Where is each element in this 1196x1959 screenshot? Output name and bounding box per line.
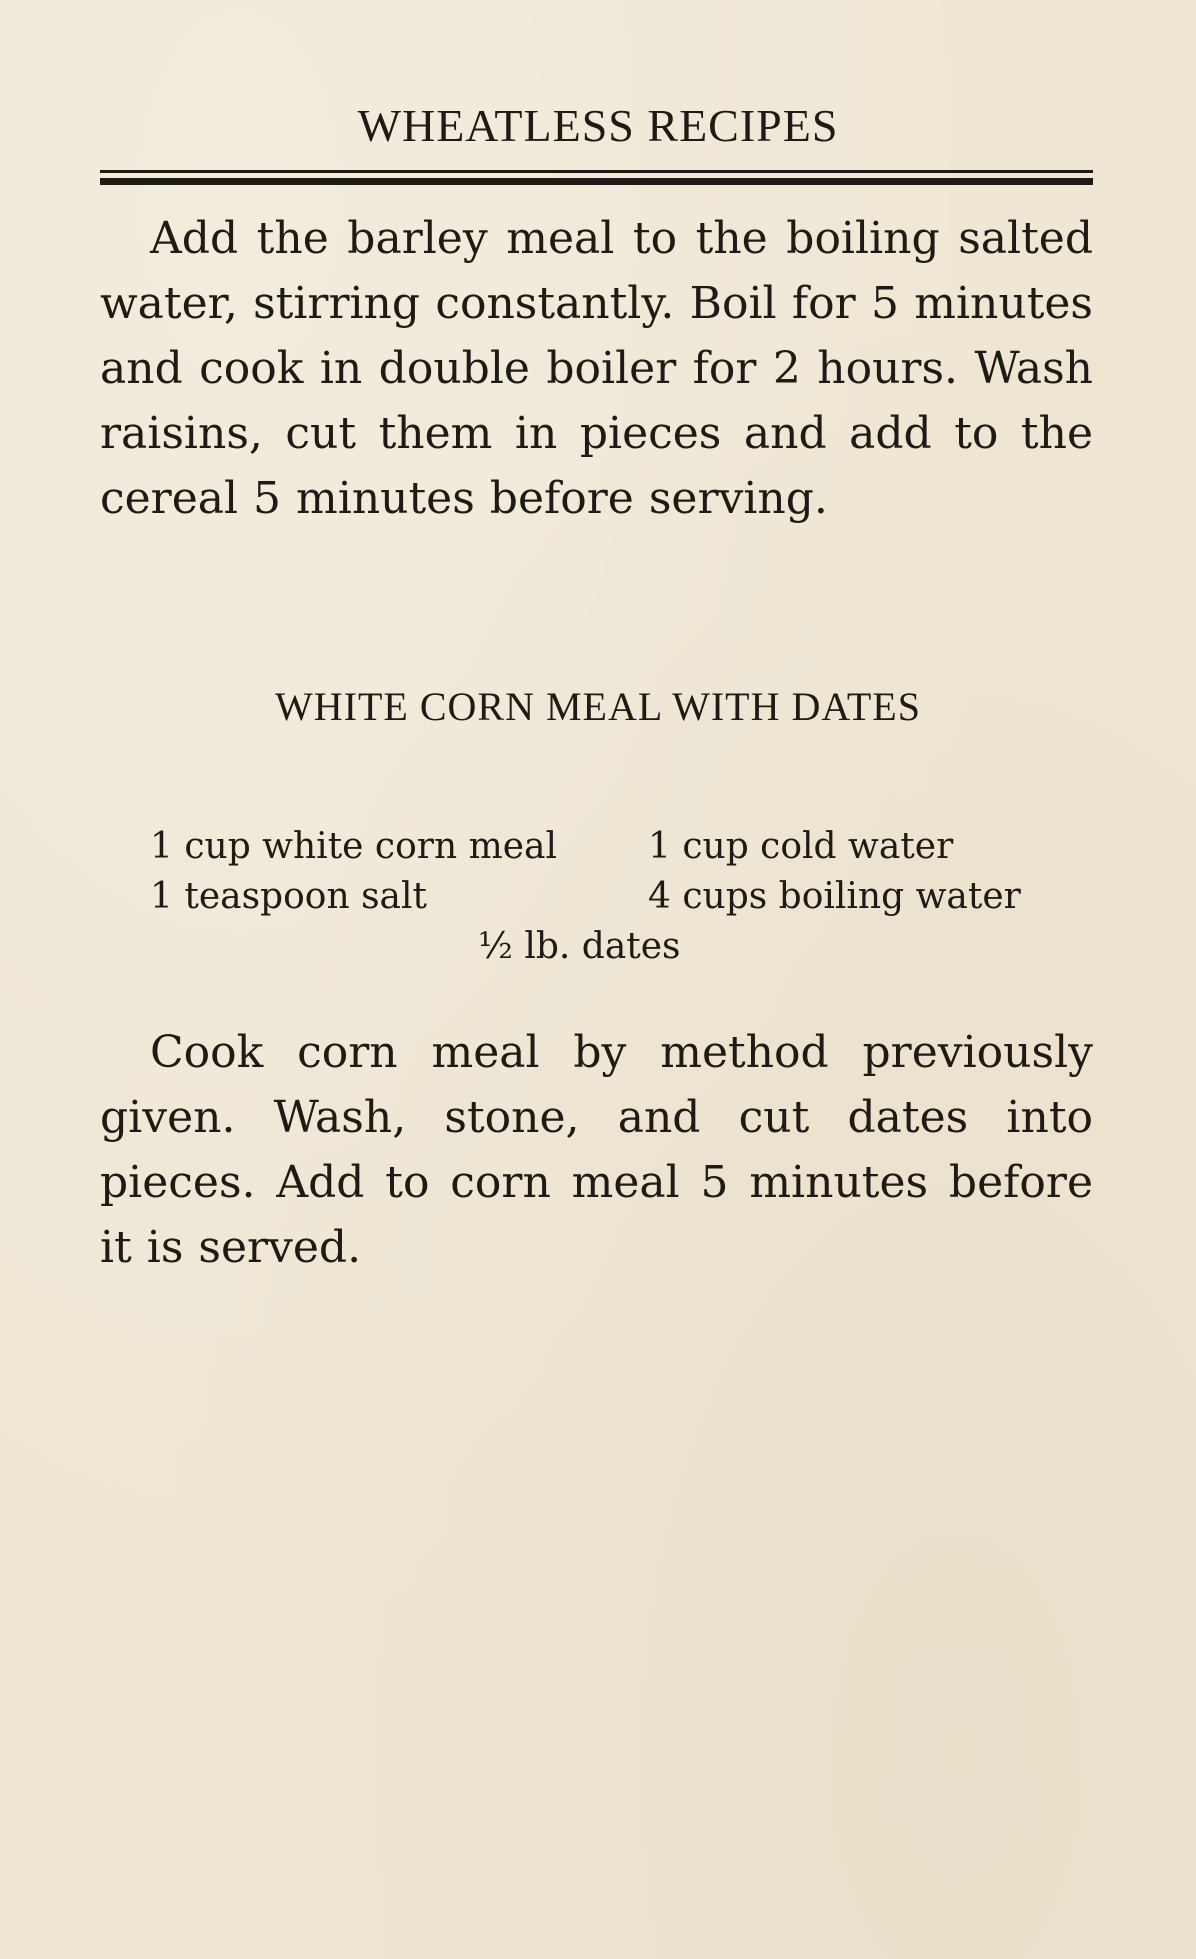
recipe-title: WHITE CORN MEAL WITH DATES (275, 684, 921, 729)
ingredient-boiling-water: 4 cups boiling water (648, 876, 1021, 917)
ingredient-cold-water: 1 cup cold water (648, 826, 954, 867)
barley-paragraph: Add the barley meal to the boiling salted water, stirring constantly. Boil for 5 minutes and cook in double boiler for 2 hours. Wash raisins, cut them in pieces and add to the cereal 5 minutes before serving. (100, 213, 1093, 524)
header-rule (100, 170, 1093, 186)
ingredient-dates: ½ lb. dates (478, 926, 681, 967)
header-rule-thin-line (100, 170, 1093, 173)
header-rule-thick-line (100, 178, 1093, 185)
ingredient-salt: 1 teaspoon salt (150, 876, 427, 917)
ingredient-corn-meal: 1 cup white corn meal (150, 826, 558, 867)
running-head: WHEATLESS RECIPES (357, 100, 839, 151)
corn-meal-paragraph: Cook corn meal by method previously given. Wash, stone, and cut dates into pieces. Add to corn meal 5 minutes before it is served. (100, 1027, 1093, 1273)
